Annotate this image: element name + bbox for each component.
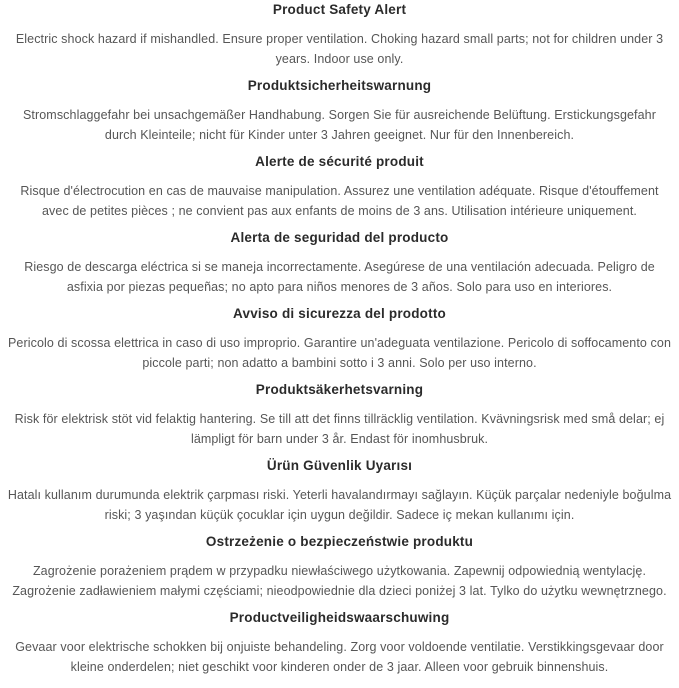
safety-alert-body-text: Pericolo di scossa elettrica in caso di uso improprio. Garantire un'adeguata ventilazione. Pericolo di soffocamento con piccole parti; non adatto a bambini sotto i 3 anni. Solo per uso interno. — [7, 336, 672, 370]
safety-alert-heading: Produktsäkerhetsvarning — [255, 382, 424, 397]
safety-alert-body-text: Hatalı kullanım durumunda elektrik çarpması riski. Yeterli havalandırmayı sağlayın. Küçük parçalar nedeniyle boğulma riski; 3 yaşından küçük çocuklar için uygun değildir. Sadece iç mekan kullanımı için. — [7, 488, 672, 522]
safety-alert-section-polish — [7, 534, 672, 601]
safety-alert-section-french — [7, 154, 672, 221]
safety-alert-heading: Productveiligheidswaarschuwing — [229, 610, 450, 625]
safety-alert-body-text: Risque d'électrocution en cas de mauvaise manipulation. Assurez une ventilation adéquate. Risque d'étouffement avec de petites pièces ; ne convient pas aux enfants de moins de 3 ans. Utilisation intérieure uniquement. — [20, 184, 659, 218]
safety-alert-heading: Product Safety Alert — [272, 2, 407, 17]
safety-alert-section-turkish — [7, 458, 672, 525]
safety-alert-section-english — [7, 2, 672, 69]
safety-alert-body-text: Electric shock hazard if mishandled. Ensure proper ventilation. Choking hazard small parts; not for children under 3 years. Indoor use only. — [15, 32, 664, 66]
safety-alert-body-text: Zagrożenie porażeniem prądem w przypadku niewłaściwego użytkowania. Zapewnij odpowiednią wentylację. Zagrożenie zadławieniem małymi częściami; nieodpowiednie dla dzieci poniżej 3 lat. Tylko do użytku wewnętrznego. — [12, 564, 667, 598]
safety-alert-body-text: Stromschlaggefahr bei unsachgemäßer Handhabung. Sorgen Sie für ausreichende Belüftung. Erstickungsgefahr durch Kleinteile; nicht für Kinder unter 3 Jahren geeignet. Nur für den Innenbereich. — [22, 108, 656, 142]
safety-alert-heading: Alerte de sécurité produit — [255, 154, 424, 169]
safety-alert-heading: Ostrzeżenie o bezpieczeństwie produktu — [205, 534, 474, 549]
safety-alert-body-text: Risk för elektrisk stöt vid felaktig hantering. Se till att det finns tillräcklig ventilation. Kvävningsrisk med små delar; ej lämpligt för barn under 3 år. Endast för inomhusbruk. — [14, 412, 665, 446]
safety-alert-section-spanish — [7, 230, 672, 297]
safety-alert-section-italian — [7, 306, 672, 373]
safety-alert-section-swedish — [7, 382, 672, 449]
safety-alert-heading: Avviso di sicurezza del prodotto — [233, 306, 446, 321]
safety-alert-body-text: Gevaar voor elektrische schokken bij onjuiste behandeling. Zorg voor voldoende ventilatie. Verstikkingsgevaar door kleine onderdelen; niet geschikt voor kinderen onder de 3 jaar. Alleen voor gebruik binnenshuis. — [15, 640, 664, 674]
safety-alert-heading: Produktsicherheitswarnung — [247, 78, 432, 93]
safety-alert-body-text: Riesgo de descarga eléctrica si se maneja incorrectamente. Asegúrese de una ventilación adecuada. Peligro de asfixia por piezas pequeñas; no apto para niños menores de 3 años. Solo para uso en interiores. — [24, 260, 655, 294]
safety-alert-section-german — [7, 78, 672, 145]
safety-alert-heading: Alerta de seguridad del producto — [230, 230, 449, 245]
safety-alert-heading: Ürün Güvenlik Uyarısı — [266, 458, 413, 473]
safety-alert-section-dutch — [7, 610, 672, 677]
